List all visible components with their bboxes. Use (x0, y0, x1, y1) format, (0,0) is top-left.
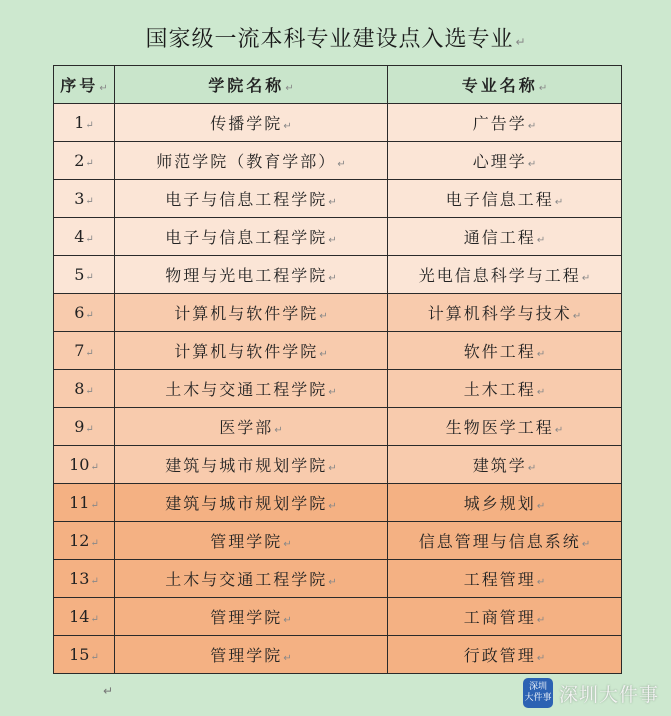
paragraph-mark-icon: ↵ (581, 539, 591, 550)
row-college: 管理学院↵ (115, 598, 388, 636)
paragraph-mark-icon: ↵ (103, 684, 114, 698)
watermark (523, 678, 659, 708)
row-major: 工程管理↵ (388, 560, 622, 598)
row-college: 建筑与城市规划学院↵ (115, 446, 388, 484)
row-major: 电子信息工程↵ (388, 180, 622, 218)
document-title (0, 22, 671, 53)
watermark-text: 深圳大件事 (558, 683, 659, 706)
row-index: 7↵ (54, 332, 115, 370)
row-major: 信息管理与信息系统↵ (388, 522, 622, 560)
paragraph-mark-icon: ↵ (285, 83, 294, 94)
paragraph-mark-icon: ↵ (99, 83, 108, 94)
row-major: 城乡规划↵ (388, 484, 622, 522)
paragraph-mark-icon: ↵ (85, 120, 94, 131)
paragraph-mark-icon: ↵ (90, 576, 99, 587)
paragraph-mark-icon: ↵ (274, 425, 283, 436)
paragraph-mark-icon: ↵ (337, 159, 346, 170)
paragraph-mark-icon: ↵ (572, 311, 582, 322)
table-row (54, 370, 622, 408)
row-college: 传播学院↵ (115, 104, 388, 142)
table-row (54, 636, 622, 674)
paragraph-mark-icon: ↵ (90, 652, 99, 663)
row-college: 管理学院↵ (115, 636, 388, 674)
row-college: 电子与信息工程学院↵ (115, 218, 388, 256)
paragraph-mark-icon: ↵ (283, 539, 292, 550)
row-major: 光电信息科学与工程↵ (388, 256, 622, 294)
table-row (54, 218, 622, 256)
row-index: 4↵ (54, 218, 115, 256)
table-row (54, 294, 622, 332)
row-index: 13↵ (54, 560, 115, 598)
paragraph-mark-icon: ↵ (85, 272, 94, 283)
paragraph-mark-icon: ↵ (554, 425, 564, 436)
row-college: 师范学院（教育学部）↵ (115, 142, 388, 180)
paragraph-mark-icon: ↵ (328, 235, 337, 246)
table-row (54, 256, 622, 294)
row-index: 3↵ (54, 180, 115, 218)
paragraph-mark-icon: ↵ (85, 234, 94, 245)
paragraph-mark-icon: ↵ (538, 83, 548, 94)
row-major: 软件工程↵ (388, 332, 622, 370)
row-college: 管理学院↵ (115, 522, 388, 560)
header-index: 序号↵ (54, 66, 115, 104)
paragraph-mark-icon: ↵ (328, 463, 337, 474)
paragraph-mark-icon: ↵ (283, 121, 292, 132)
paragraph-mark-icon: ↵ (536, 577, 546, 588)
paragraph-mark-icon: ↵ (319, 311, 328, 322)
watermark-logo: 深圳 大件事 (523, 678, 553, 708)
row-college: 物理与光电工程学院↵ (115, 256, 388, 294)
row-major: 土木工程↵ (388, 370, 622, 408)
paragraph-mark-icon: ↵ (90, 462, 99, 473)
row-college: 建筑与城市规划学院↵ (115, 484, 388, 522)
row-major: 建筑学↵ (388, 446, 622, 484)
row-index: 8↵ (54, 370, 115, 408)
paragraph-mark-icon: ↵ (328, 501, 337, 512)
row-major: 行政管理↵ (388, 636, 622, 674)
paragraph-mark-icon: ↵ (328, 577, 337, 588)
row-college: 计算机与软件学院↵ (115, 332, 388, 370)
paragraph-mark-icon: ↵ (319, 349, 328, 360)
table-row (54, 332, 622, 370)
paragraph-mark-icon: ↵ (536, 387, 546, 398)
table-row (54, 104, 622, 142)
paragraph-mark-icon: ↵ (328, 387, 337, 398)
table-body (54, 104, 622, 674)
row-college: 土木与交通工程学院↵ (115, 560, 388, 598)
header-major: 专业名称↵ (388, 66, 622, 104)
row-index: 12↵ (54, 522, 115, 560)
table-row (54, 598, 622, 636)
paragraph-mark-icon: ↵ (536, 501, 546, 512)
row-index: 5↵ (54, 256, 115, 294)
row-college: 电子与信息工程学院↵ (115, 180, 388, 218)
document-title-text: 国家级一流本科专业建设点入选专业 (145, 27, 514, 52)
paragraph-mark-icon: ↵ (536, 235, 546, 246)
paragraph-mark-icon: ↵ (90, 538, 99, 549)
row-index: 1↵ (54, 104, 115, 142)
table-row (54, 522, 622, 560)
paragraph-mark-icon: ↵ (85, 310, 94, 321)
paragraph-mark-icon: ↵ (536, 615, 546, 626)
table-row (54, 408, 622, 446)
table-header-row (54, 66, 622, 104)
majors-table (53, 65, 622, 674)
row-major: 心理学↵ (388, 142, 622, 180)
paragraph-mark-icon: ↵ (90, 500, 99, 511)
row-index: 10↵ (54, 446, 115, 484)
paragraph-mark-icon: ↵ (536, 653, 546, 664)
table-row (54, 142, 622, 180)
row-index: 9↵ (54, 408, 115, 446)
paragraph-mark-icon: ↵ (283, 653, 292, 664)
row-college: 计算机与软件学院↵ (115, 294, 388, 332)
row-index: 15↵ (54, 636, 115, 674)
row-major: 生物医学工程↵ (388, 408, 622, 446)
paragraph-mark-icon: ↵ (85, 424, 94, 435)
table-row (54, 180, 622, 218)
header-college: 学院名称↵ (115, 66, 388, 104)
row-college: 土木与交通工程学院↵ (115, 370, 388, 408)
paragraph-mark-icon: ↵ (527, 159, 537, 170)
row-index: 11↵ (54, 484, 115, 522)
table-row (54, 446, 622, 484)
paragraph-mark-icon: ↵ (515, 35, 526, 49)
row-major: 通信工程↵ (388, 218, 622, 256)
row-college: 医学部↵ (115, 408, 388, 446)
paragraph-mark-icon: ↵ (527, 121, 537, 132)
paragraph-mark-icon: ↵ (328, 197, 337, 208)
paragraph-mark-icon: ↵ (85, 158, 94, 169)
paragraph-mark-icon: ↵ (554, 197, 564, 208)
paragraph-mark-icon: ↵ (536, 349, 546, 360)
paragraph-mark-icon: ↵ (85, 348, 94, 359)
row-major: 工商管理↵ (388, 598, 622, 636)
paragraph-mark-icon: ↵ (527, 463, 537, 474)
row-major: 广告学↵ (388, 104, 622, 142)
paragraph-mark-icon: ↵ (328, 273, 337, 284)
paragraph-mark-icon: ↵ (581, 273, 591, 284)
paragraph-mark-icon: ↵ (90, 614, 99, 625)
row-index: 2↵ (54, 142, 115, 180)
table-row (54, 560, 622, 598)
row-index: 6↵ (54, 294, 115, 332)
row-index: 14↵ (54, 598, 115, 636)
paragraph-mark-icon: ↵ (85, 386, 94, 397)
paragraph-mark-icon: ↵ (283, 615, 292, 626)
table-row (54, 484, 622, 522)
paragraph-mark-icon: ↵ (85, 196, 94, 207)
row-major: 计算机科学与技术↵ (388, 294, 622, 332)
